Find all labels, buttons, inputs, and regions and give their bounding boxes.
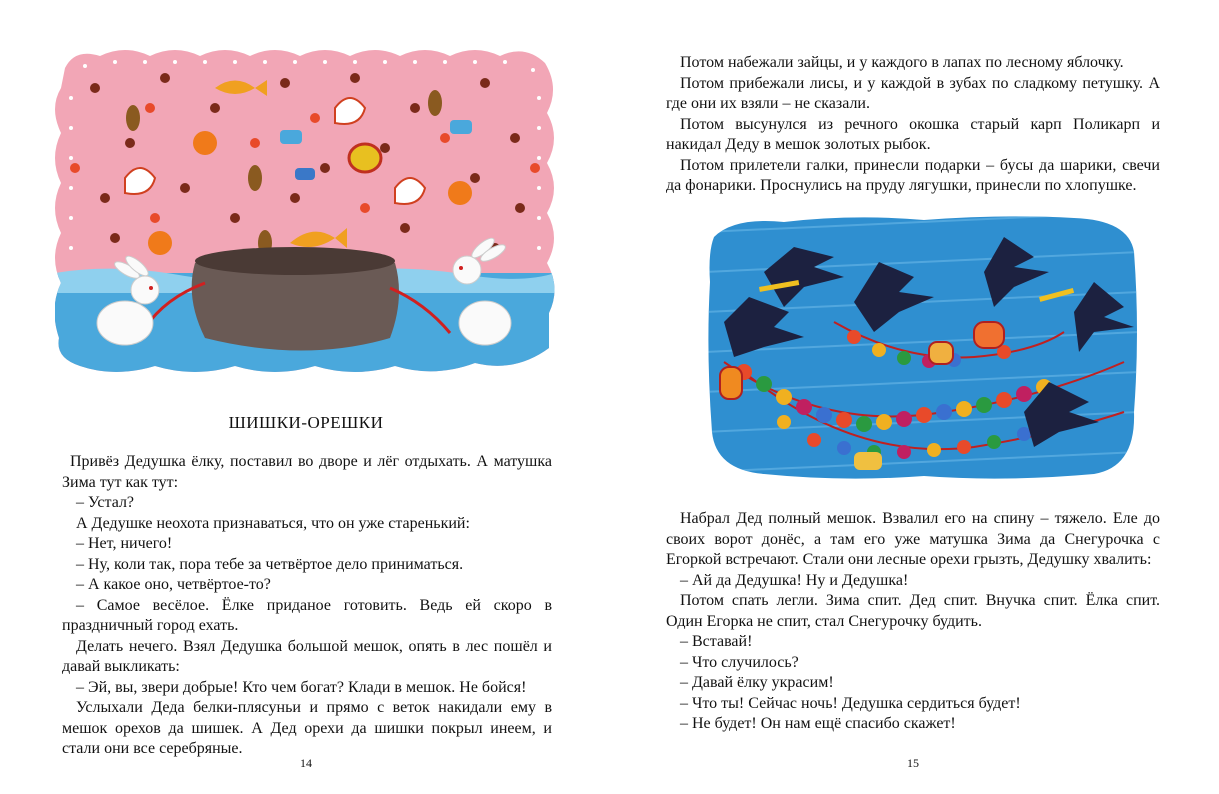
birds-garland-picture: [704, 212, 1139, 482]
right-page: [610, 0, 1219, 794]
bunnies-sack-picture: [55, 48, 555, 378]
paragraph: Потом прибежали лисы, и у каждой в зубах по сладкому петушку. А где они их взяли – не сказали.: [666, 74, 1160, 112]
left-text-body: [62, 452, 552, 760]
paragraph: Делать нечего. Взял Дедушка большой мешок, опять в лес пошёл и давай выкликать:: [62, 637, 552, 675]
paragraph: – Что ты! Сейчас ночь! Дедушка сердиться будет!: [680, 694, 1021, 712]
paragraph: Потом набежали зайцы, и у каждого в лапах по лесному яблочку.: [680, 54, 1124, 71]
paragraph: – Самое весёлое. Ёлке приданое готовить. Ведь ей скоро в праздничный город ехать.: [62, 596, 552, 634]
paragraph: Потом спать легли. Зима спит. Дед спит. Внучка спит. Ёлка спит. Один Егорка не спит, стал Снегурочку будить.: [666, 592, 1160, 630]
paragraph: Услыхали Деда белки-плясуньи и прямо с веток накидали ему в мешок орехов да шишек. А Дед орехи да шишки покрыл инеем, и стали они все серебряные.: [62, 699, 552, 757]
paragraph: – Ай да Дедушка! Ну и Дедушка!: [680, 571, 909, 589]
paragraph: А Дедушке неохота признаваться, что он уже старенький:: [76, 514, 470, 532]
paragraph: – Устал?: [76, 494, 135, 511]
paragraph: Набрал Дед полный мешок. Взвалил его на спину – тяжело. Еле до своих ворот донёс, а там его уже матушка Зима да Снегурочка с Егоркой встречают. Стали они лесные орехи грызть, Дедушку хвалить:: [666, 510, 1160, 568]
paragraph: Потом высунулся из речного окошка старый карп Поликарп и накидал Деду в мешок золотых рыбок.: [666, 115, 1160, 153]
paragraph: – Эй, вы, звери добрые! Кто чем богат? Клади в мешок. Не бойся!: [76, 678, 527, 696]
page-number-right: 15: [907, 756, 919, 770]
chapter-title: ШИШКИ-ОРЕШКИ: [228, 413, 384, 432]
paragraph: – Нет, ничего!: [76, 535, 173, 552]
paragraph: – А какое оно, четвёртое-то?: [76, 576, 271, 593]
paragraph: – Давай ёлку украсим!: [680, 674, 834, 691]
illustration-birds-garland: [704, 212, 1139, 482]
paragraph: Привёз Дедушка ёлку, поставил во дворе и лёг отдыхать. А матушка Зима тут как тут:: [62, 453, 552, 491]
paragraph: Потом прилетели галки, принесли подарки – бусы да шарики, свечи да фонарики. Проснулись на пруду лягушки, принесли по хлопушке.: [666, 156, 1160, 194]
right-text-top: [666, 53, 1160, 197]
page-number-left: 14: [300, 756, 312, 770]
right-text-bottom: [666, 509, 1160, 735]
left-page: [0, 0, 609, 794]
paragraph: – Не будет! Он нам ещё спасибо скажет!: [680, 715, 956, 732]
paragraph: – Ну, коли так, пора тебе за четвёртое дело приниматься.: [76, 555, 464, 573]
paragraph: – Что случилось?: [680, 653, 799, 671]
illustration-bunnies-sack: [55, 48, 555, 378]
paragraph: – Вставай!: [680, 633, 753, 650]
